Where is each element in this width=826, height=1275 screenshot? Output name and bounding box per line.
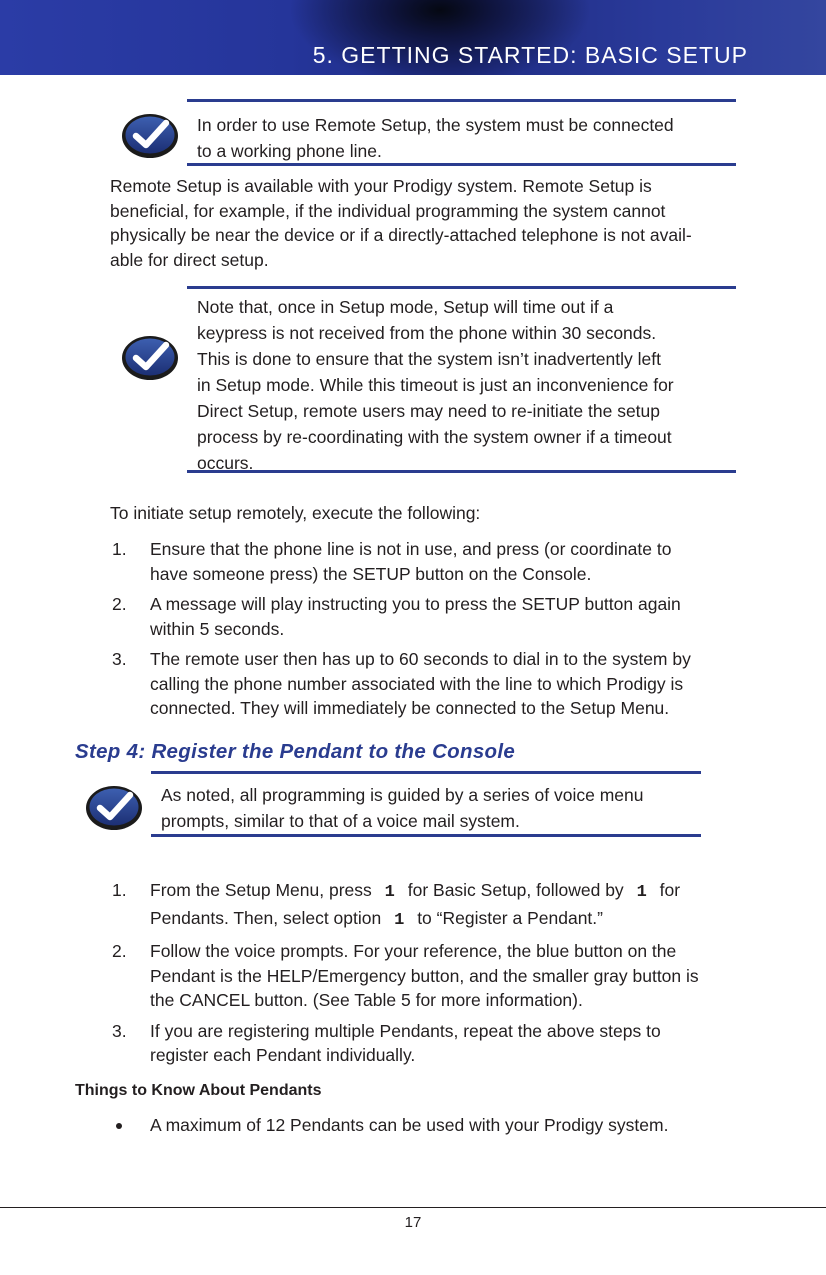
list-item [76,878,766,933]
note-line: keypress is not received from the phone within 30 seconds. [197,323,657,343]
item-line: Ensure that the phone line is not in use, and press (or coordinate to [150,539,672,559]
item-text: for Basic Setup, followed by [407,880,624,900]
initiate-text: To initiate setup remotely, execute the following: [110,503,481,523]
note-line: process by re-coordinating with the system owner if a timeout [197,427,672,447]
item-text: for [659,880,681,900]
register-pendant-steps [76,878,766,1068]
chapter-title: 5. GETTING STARTED: BASIC SETUP [312,42,748,68]
item-number: 3. [112,1020,127,1041]
item-number: 3. [112,649,127,669]
note-line: in Setup mode. While this timeout is just an inconvenience for [197,375,674,395]
key-1: 1 [636,883,647,902]
list-item [76,537,756,586]
bullet-icon [116,1123,122,1129]
page-number: 17 [404,1214,422,1231]
key-1: 1 [384,883,395,902]
item-line: The remote user then has up to 60 seconds to dial in to the system by [150,649,691,669]
page-header [0,0,826,75]
item-line: A message will play instructing you to press the SETUP button again [150,594,681,614]
note-line: In order to use Remote Setup, the system must be connected [197,115,674,135]
item-line: the CANCEL button. (See Table 5 for more information). [150,990,583,1010]
item-line [150,878,766,906]
item-line: within 5 seconds. [150,618,285,639]
note-timeout [187,286,736,473]
checkmark-icon [121,111,179,159]
note-voice-menu [151,771,701,837]
note-line: As noted, all programming is guided by a series of voice menu [161,785,644,805]
checkmark-icon [121,333,179,381]
note-line: Direct Setup, remote users may need to re-initiate the setup [197,401,661,421]
item-number: 1. [112,539,127,559]
item-line: register each Pendant individually. [150,1045,416,1065]
note-line: Note that, once in Setup mode, Setup will time out if a [197,297,614,317]
item-text: Pendants. Then, select option [150,907,382,928]
paragraph-line: physically be near the device or if a directly-attached telephone is not avail- [110,225,692,245]
item-number: 2. [112,941,127,961]
things-heading: Things to Know About Pendants [75,1082,322,1099]
list-item [76,592,756,641]
item-number: 1. [112,880,127,900]
list-item [76,939,766,1013]
item-line: Pendant is the HELP/Emergency button, and the smaller gray button is [150,965,699,986]
item-text: From the Setup Menu, press [150,880,372,900]
note-line: prompts, similar to that of a voice mail system. [161,811,520,831]
note-line: This is done to ensure that the system isn’t inadvertently left [197,349,661,369]
note-line: occurs. [197,453,254,473]
item-line: A maximum of 12 Pendants can be used with your Prodigy system. [150,1115,669,1135]
item-line: calling the phone number associated with the line to which Prodigy is [150,673,684,694]
key-1: 1 [394,910,405,930]
note-connected [187,99,736,166]
paragraph-line: able for direct setup. [110,249,269,270]
list-item [76,647,756,721]
item-line: have someone press) the SETUP button on the Console. [150,563,592,584]
item-line: Follow the voice prompts. For your reference, the blue button on the [150,941,677,961]
item-line [150,906,766,934]
item-number: 2. [112,594,127,614]
item-text: to “Register a Pendant.” [417,907,603,928]
list-item [76,1019,766,1068]
paragraph-line: beneficial, for example, if the individual programming the system cannot [110,200,666,221]
step-4-heading: Step 4: Register the Pendant to the Console [75,740,516,763]
footer-divider [0,1207,826,1208]
item-line: If you are registering multiple Pendants, repeat the above steps to [150,1020,661,1041]
paragraph-line: Remote Setup is available with your Prodigy system. Remote Setup is [110,176,652,196]
note-line: to a working phone line. [197,141,382,161]
list-item [76,1113,766,1138]
intro-paragraph [110,174,750,272]
remote-setup-steps [76,537,756,721]
item-line: connected. They will immediately be connected to the Setup Menu. [150,698,670,718]
things-bullets [76,1113,766,1138]
checkmark-icon [85,783,143,831]
